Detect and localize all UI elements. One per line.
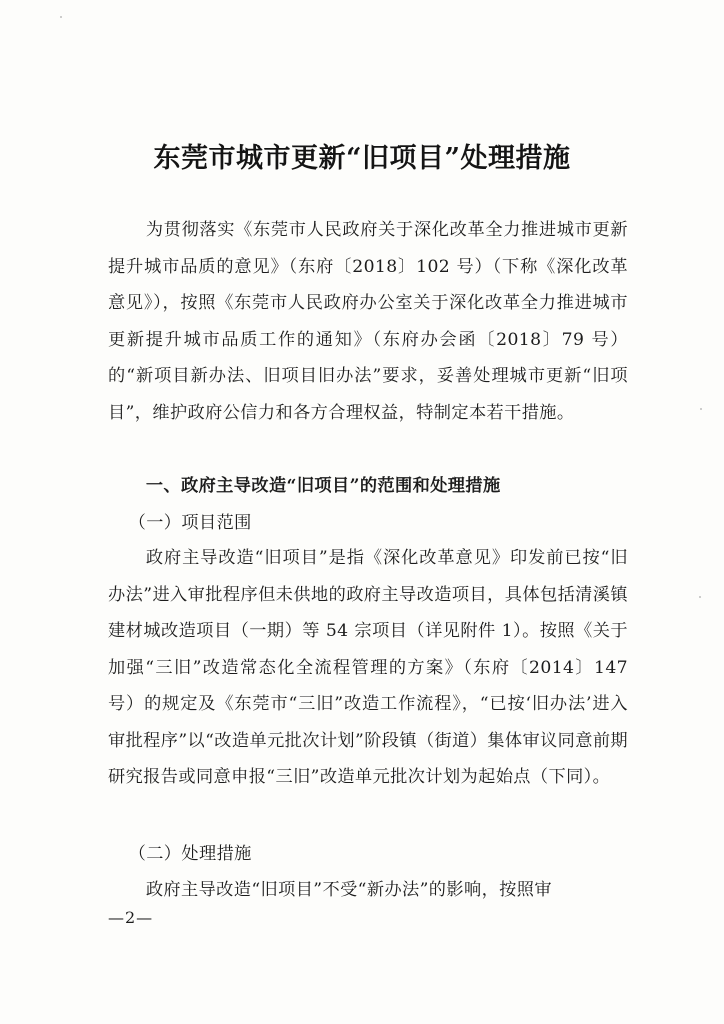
scope-paragraph: 政府主导改造“旧项目”是指《深化改革意见》印发前已按“旧办法”进入审批程序但未供地的政府主导改造项目，具体包括清溪镇建材城改造项目（一期）等 54 宗项目（详见附件 1）。按照《关于加强“三旧”改造常态化全流程管理的方案》（东府〔2014〕147 号）的规定及《东莞市“三旧”改造工作流程》，“已按‘旧办法’进入审批程序”以“改造单元批次计划”阶段镇（街道）集体审议同意前期研究报告或同意申报“三旧”改造单元批次计划为起始点（下同）。 (108, 548, 629, 787)
scan-speck (60, 16, 62, 18)
subsection-heading-scope: （一）项目范围 (128, 513, 252, 533)
subsection-heading-measures: （二）处理措施 (128, 844, 252, 864)
section-heading: 一、政府主导改造“旧项目”的范围和处理措施 (145, 476, 501, 496)
document-title: 东莞市城市更新“旧项目”处理措施 (153, 143, 571, 174)
page-number: —2— (108, 908, 154, 927)
intro-paragraph: 为贯彻落实《东莞市人民政府关于深化改革全力推进城市更新提升城市品质的意见》（东府〔2018〕102 号）（下称《深化改革意见》），按照《东莞市人民政府办公室关于深化改革全力推进城市更新提升城市品质工作的通知》（东府办会函〔2018〕79 号）的“新项目新办法、旧项目旧办法”要求，妥善处理城市更新“旧项目”，维护政府公信力和各方合理权益，特制定本若干措施。 (108, 220, 628, 423)
scan-speck (700, 408, 702, 410)
scan-speck (699, 596, 701, 598)
measures-paragraph: 政府主导改造“旧项目”不受“新办法”的影响，按照审 (145, 880, 552, 900)
